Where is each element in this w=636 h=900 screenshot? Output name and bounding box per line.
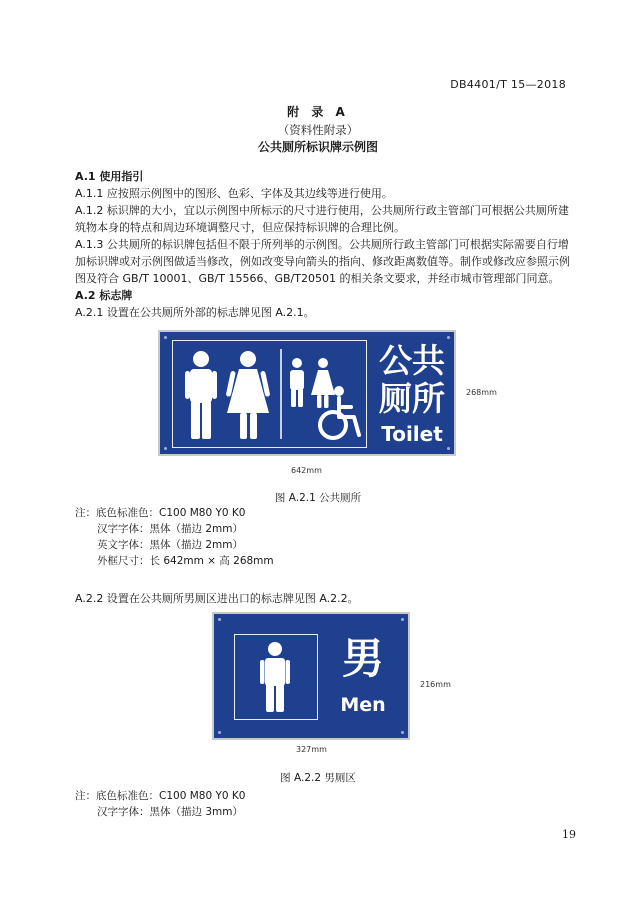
section-title-a1: A.1 使用指引 [75, 170, 144, 183]
clause-a1-3-line2: 加标识牌或对示例图做适当修改，例如改变导向箭头的指向、修改距离数值等。制作或修改应参照示例 [75, 255, 570, 268]
figure1-caption: 图 A.2.1 公共厕所 [274, 492, 362, 504]
sign-men-chinese: 男 [341, 634, 384, 683]
sign-english-text: Toilet [381, 422, 443, 446]
clause-a1-2-line2: 筑物本身的特点和周边环境调整尺寸，但应保持标识牌的合理比例。 [75, 221, 405, 234]
men-area-sign [212, 612, 410, 740]
section-title-a2: A.2 标志牌 [75, 289, 133, 302]
clause-a1-3-line3: 图及符合 GB/T 10001、GB/T 15566、GB/T20501 的相关条文要求，并经市城市管理部门同意。 [75, 272, 560, 285]
man-icon [235, 635, 316, 718]
appendix-heading: 公共厕所标识牌示例图 [257, 140, 378, 154]
clause-a1-2-line1: A.1.2 标识牌的大小，宜以示例图中所标示的尺寸进行使用，公共厕所行政主管部门可根据公共厕所建 [75, 204, 569, 217]
men-pictogram-panel [234, 634, 318, 720]
sign-men-english: Men [340, 694, 386, 716]
sign-chinese-text [372, 342, 452, 418]
figure2-width-label: 327mm [296, 745, 327, 754]
man-icon [185, 351, 217, 439]
sign-chinese-line1: 公共 [379, 341, 445, 380]
child-girl-icon [311, 358, 335, 408]
figure1-notes [75, 505, 274, 569]
figure1-note-3: 英文字体：黑体（描边 2mm） [97, 539, 243, 551]
clause-a1-3-line1: A.1.3 公共厕所的标识牌包括但不限于所列举的示例图。公共厕所行政主管部门可根据实际需要自行增 [75, 238, 569, 251]
figure2-note-2: 汉字字体：黑体（描边 3mm） [97, 806, 243, 818]
clause-a1-1: A.1.1 应按照示例图中的图形、色彩、字体及其边线等进行使用。 [75, 187, 393, 200]
figure1-note-2: 汉字字体：黑体（描边 2mm） [97, 523, 243, 535]
appendix-subtitle: （资料性附录） [277, 123, 359, 137]
sign-chinese-line2: 厕所 [379, 379, 445, 418]
figure1-note-4: 外框尺寸：长 642mm × 高 268mm [97, 555, 274, 567]
woman-icon [226, 351, 271, 439]
section-a1-block [75, 168, 595, 321]
figure2-height-label: 216mm [420, 680, 451, 689]
public-toilet-sign [158, 330, 456, 456]
clause-a2-1: A.2.1 设置在公共厕所外部的标志牌见图 A.2.1。 [75, 306, 315, 319]
pictogram-panel [172, 340, 367, 448]
figure2-notes [75, 788, 245, 820]
clause-a2-2: A.2.2 设置在公共厕所男厕区进出口的标志牌见图 A.2.2。 [75, 592, 359, 605]
document-id: DB4401/T 15—2018 [450, 78, 566, 91]
appendix-title: 附 录 A [287, 105, 349, 119]
toilet-pictograms [173, 341, 365, 446]
page-number: 19 [562, 828, 576, 841]
child-boy-icon [290, 358, 304, 407]
wheelchair-head-icon [334, 386, 344, 396]
figure1-note-1: 注：底色标准色：C100 M80 Y0 K0 [75, 507, 246, 519]
figure2-caption: 图 A.2.2 男厕区 [280, 772, 356, 784]
figure1-height-label: 268mm [466, 388, 497, 397]
figure2-note-1: 注：底色标准色：C100 M80 Y0 K0 [75, 790, 246, 802]
figure1-width-label: 642mm [291, 466, 322, 475]
